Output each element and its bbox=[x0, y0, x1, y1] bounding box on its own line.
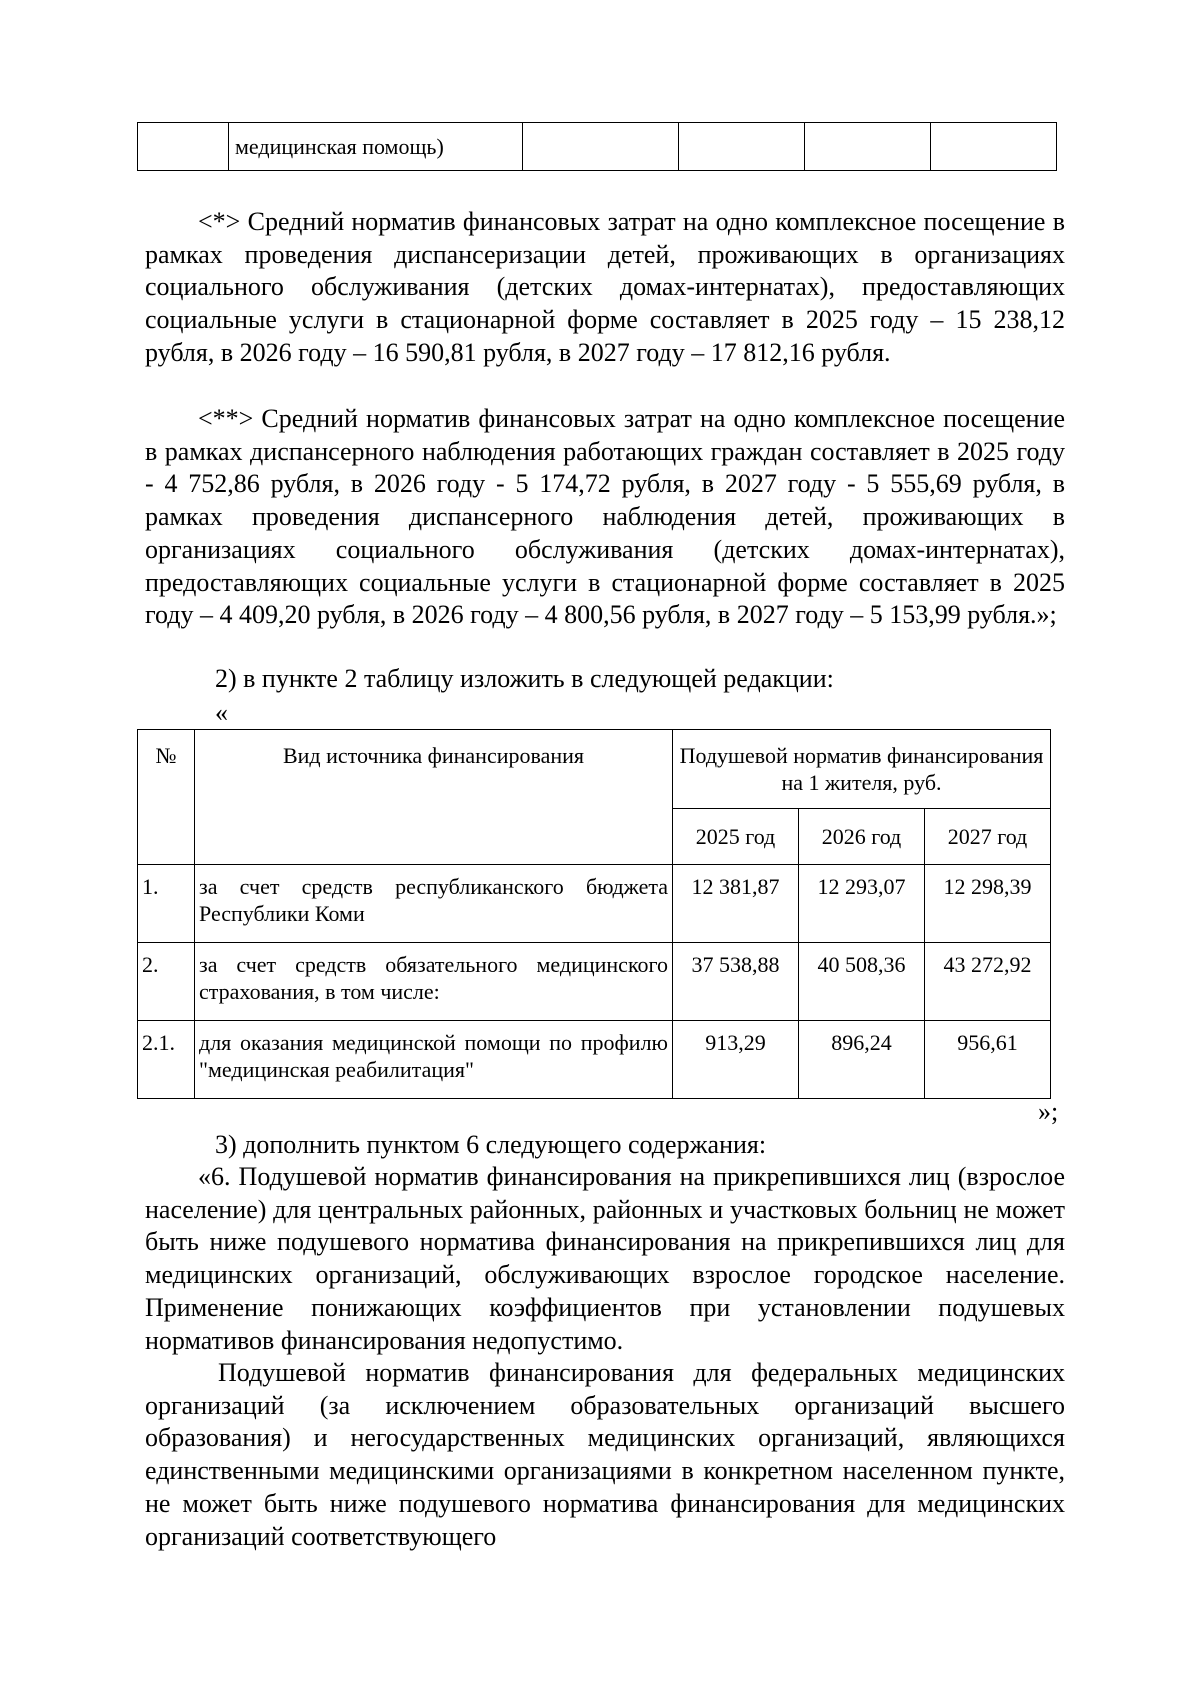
header-year-2026: 2026 год bbox=[799, 809, 925, 865]
row-value-2026: 896,24 bbox=[799, 1021, 925, 1099]
table-cell bbox=[679, 123, 805, 171]
row-source: за счет средств обязательного медицинского страхования, в том числе: bbox=[195, 943, 673, 1021]
paragraph-6-text: «6. Подушевой норматив финансирования на прикрепившихся лиц (взрослое население) для центральных районных, районных и участковых больниц не может быть ниже подушевого норматива финансирования на прикрепившихся лиц для медицинских организаций, обслуживающих взрослое городское население. Применение понижающих коэффициентов при установлении подушевых нормативов финансирования недопустимо. bbox=[145, 1162, 1065, 1355]
header-source: Вид источника финансирования bbox=[195, 730, 673, 865]
header-number: № bbox=[138, 730, 195, 865]
previous-table-fragment bbox=[137, 122, 1057, 171]
row-source: для оказания медицинской помощи по профилю "медицинская реабилитация" bbox=[195, 1021, 673, 1099]
row-value-2026: 12 293,07 bbox=[799, 865, 925, 943]
row-value-2025: 913,29 bbox=[673, 1021, 799, 1099]
table-cell: медицинская помощь) bbox=[229, 123, 523, 171]
paragraph-7 bbox=[145, 1357, 1065, 1553]
row-value-2027: 12 298,39 bbox=[925, 865, 1051, 943]
row-value-2026: 40 508,36 bbox=[799, 943, 925, 1021]
table-row bbox=[138, 123, 1057, 171]
row-number: 1. bbox=[138, 865, 195, 943]
table-cell bbox=[523, 123, 679, 171]
footnote-2 bbox=[145, 403, 1065, 632]
table-row bbox=[138, 1021, 1051, 1099]
header-year-2025: 2025 год bbox=[673, 809, 799, 865]
row-value-2025: 37 538,88 bbox=[673, 943, 799, 1021]
item-3-text: 3) дополнить пунктом 6 следующего содержания: bbox=[215, 1130, 767, 1159]
header-norm: Подушевой норматив финансирования на 1 жителя, руб. bbox=[673, 730, 1051, 809]
header-year-2027: 2027 год bbox=[925, 809, 1051, 865]
paragraph-7-text: Подушевой норматив финансирования для федеральных медицинских организаций (за исключением образовательных организаций высшего образования) и негосударственных медицинских организаций, являющихся единственными медицинскими организациями в конкретном населенном пункте, не может быть ниже подушевого норматива финансирования для медицинских организаций соответствующего bbox=[145, 1358, 1065, 1551]
row-value-2027: 956,61 bbox=[925, 1021, 1051, 1099]
close-quote: »; bbox=[1038, 1097, 1059, 1126]
footnote-2-text: <**> Средний норматив финансовых затрат на одно комплексное посещение в рамках диспансерного наблюдения работающих граждан составляет в 2025 году - 4 752,86 рубля, в 2026 году - 5 174,72 рубля, в 2027 году - 5 555,69 рубля, в рамках проведения диспансерного наблюдения детей, проживающих в организациях социального обслуживания (детских домах-интернатах), предоставляющих социальные услуги в стационарной форме составляет в 2025 году – 4 409,20 рубля, в 2026 году – 4 800,56 рубля, в 2027 году – 5 153,99 рубля.»; bbox=[145, 404, 1065, 630]
row-value-2025: 12 381,87 bbox=[673, 865, 799, 943]
row-value-2027: 43 272,92 bbox=[925, 943, 1051, 1021]
footnote-1 bbox=[145, 206, 1065, 370]
row-source: за счет средств республиканского бюджета Республики Коми bbox=[195, 865, 673, 943]
open-quote: « bbox=[215, 698, 228, 727]
table-cell bbox=[138, 123, 229, 171]
footnote-1-text: <*> Средний норматив финансовых затрат на одно комплексное посещение в рамках проведения диспансеризации детей, проживающих в организациях социального обслуживания (детских домах-интернатах), предоставляющих социальные услуги в стационарной форме составляет в 2025 году – 15 238,12 рубля, в 2026 году – 16 590,81 рубля, в 2027 году – 17 812,16 рубля. bbox=[145, 207, 1065, 367]
table-cell bbox=[805, 123, 931, 171]
financing-table bbox=[137, 729, 1051, 1099]
table-cell bbox=[931, 123, 1057, 171]
table-header-row bbox=[138, 730, 1051, 809]
item-2-text: 2) в пункте 2 таблицу изложить в следующей редакции: bbox=[215, 664, 834, 693]
table-row bbox=[138, 943, 1051, 1021]
paragraph-6 bbox=[145, 1161, 1065, 1357]
row-number: 2.1. bbox=[138, 1021, 195, 1099]
row-number: 2. bbox=[138, 943, 195, 1021]
table-row bbox=[138, 865, 1051, 943]
